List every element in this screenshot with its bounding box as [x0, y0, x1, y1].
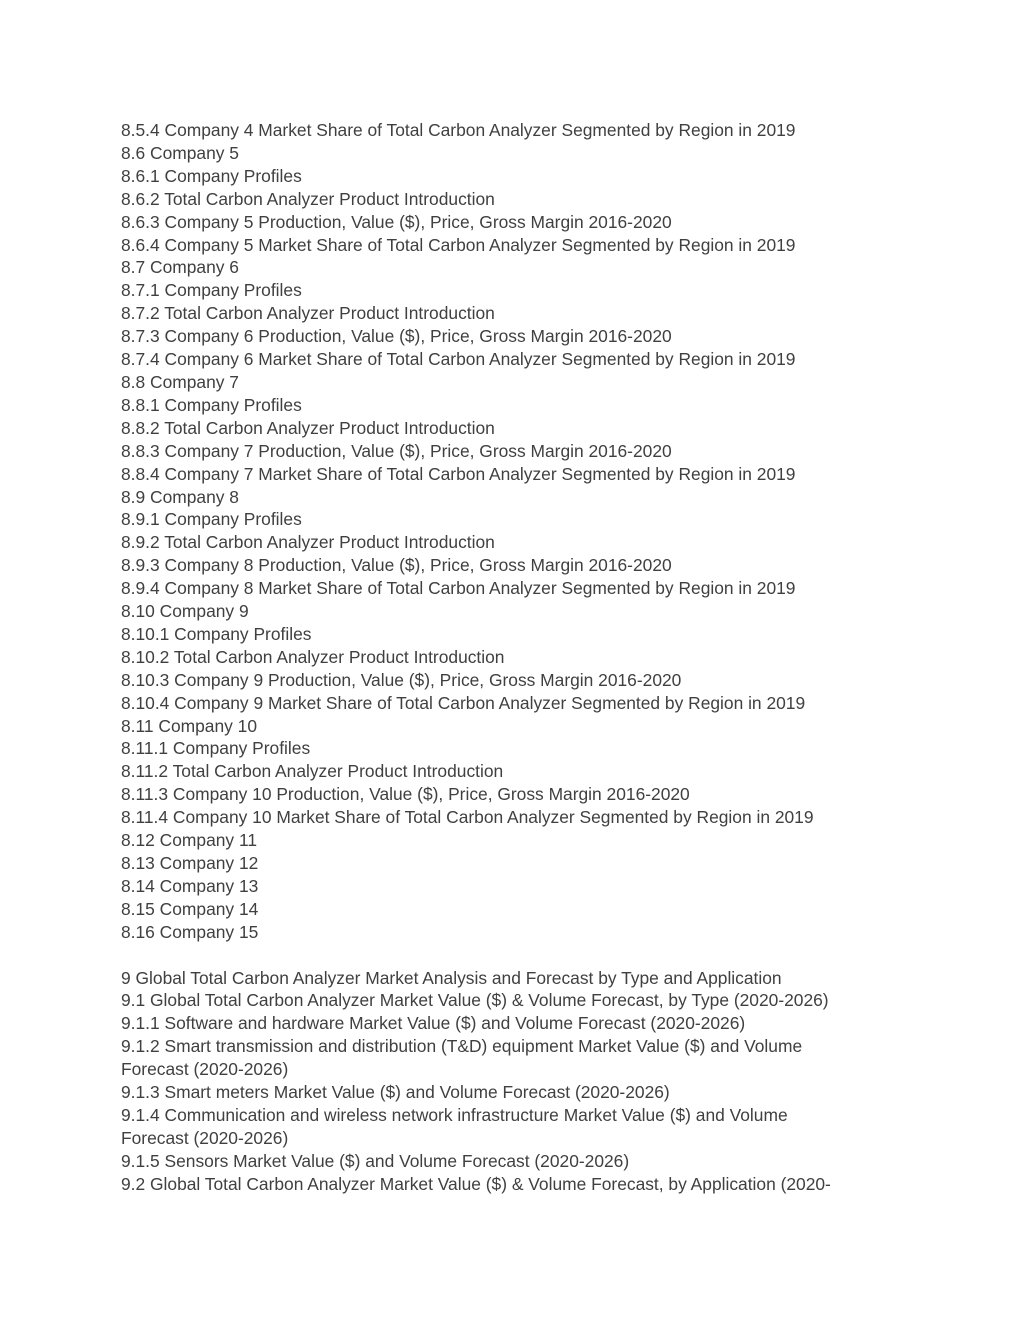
toc-line: 8.15 Company 14	[121, 898, 259, 919]
toc-line: 8.16 Company 15	[121, 921, 259, 942]
toc-line: 8.11 Company 10	[121, 715, 257, 736]
toc-line: 8.8.4 Company 7 Market Share of Total Carbon Analyzer Segmented by Region in 2019	[121, 463, 796, 484]
toc-line: 9.1.4 Communication and wireless network infrastructure Market Value ($) and Volume	[121, 1104, 788, 1125]
toc-line: 8.13 Company 12	[121, 853, 259, 873]
toc-line: 8.11.2 Total Carbon Analyzer Product Introduction	[121, 761, 504, 782]
toc-line: 8.7.1 Company Profiles	[121, 280, 302, 301]
toc-line: 8.9.2 Total Carbon Analyzer Product Introduction	[121, 532, 495, 553]
toc-line: 8.7.2 Total Carbon Analyzer Product Introduction	[121, 303, 495, 324]
toc-line: 8.8.1 Company Profiles	[121, 394, 302, 415]
toc-block-companies	[121, 119, 901, 944]
section-gap	[121, 944, 901, 967]
toc-line: 8.9.1 Company Profiles	[121, 509, 302, 530]
toc-line: 8.12 Company 11	[121, 830, 257, 851]
toc-line: 8.9.4 Company 8 Market Share of Total Carbon Analyzer Segmented by Region in 2019	[121, 578, 796, 599]
toc-line: 9.1.1 Software and hardware Market Value ($) and Volume Forecast (2020-2026)	[121, 1013, 746, 1034]
toc-line: 8.5.4 Company 4 Market Share of Total Carbon Analyzer Segmented by Region in 2019	[121, 120, 796, 140]
toc-line: 8.8.2 Total Carbon Analyzer Product Introduction	[121, 417, 495, 438]
toc-line: 8.6.2 Total Carbon Analyzer Product Introduction	[121, 188, 495, 209]
toc-line: 8.8.3 Company 7 Production, Value ($), Price, Gross Margin 2016-2020	[121, 440, 672, 461]
toc-line: 8.10.1 Company Profiles	[121, 623, 312, 644]
toc-line: 8.14 Company 13	[121, 875, 259, 896]
toc-line: 8.10.4 Company 9 Market Share of Total Carbon Analyzer Segmented by Region in 2019	[121, 692, 806, 713]
toc-line: Forecast (2020-2026)	[121, 1059, 289, 1080]
document-page	[121, 119, 901, 1196]
toc-line: 8.7 Company 6	[121, 257, 239, 278]
toc-line: 8.7.4 Company 6 Market Share of Total Carbon Analyzer Segmented by Region in 2019	[121, 349, 796, 370]
toc-line: 9 Global Total Carbon Analyzer Market Analysis and Forecast by Type and Application	[121, 967, 782, 988]
toc-line: 8.9 Company 8	[121, 486, 239, 507]
toc-line: 8.7.3 Company 6 Production, Value ($), Price, Gross Margin 2016-2020	[121, 326, 672, 347]
toc-line: 8.10 Company 9	[121, 601, 249, 622]
toc-line: 8.6.1 Company Profiles	[121, 165, 302, 186]
toc-line: 8.6.4 Company 5 Market Share of Total Carbon Analyzer Segmented by Region in 2019	[121, 234, 796, 255]
toc-line: 9.1.2 Smart transmission and distribution (T&D) equipment Market Value ($) and Volume	[121, 1036, 803, 1057]
toc-line: 8.9.3 Company 8 Production, Value ($), Price, Gross Margin 2016-2020	[121, 555, 672, 576]
toc-line: 8.10.3 Company 9 Production, Value ($), Price, Gross Margin 2016-2020	[121, 669, 682, 690]
toc-line: 9.2 Global Total Carbon Analyzer Market Value ($) & Volume Forecast, by Application (2020-	[121, 1173, 831, 1194]
toc-line: 8.6.3 Company 5 Production, Value ($), Price, Gross Margin 2016-2020	[121, 211, 672, 232]
toc-line: 8.8 Company 7	[121, 371, 239, 392]
toc-line: Forecast (2020-2026)	[121, 1127, 289, 1148]
toc-line: 9.1 Global Total Carbon Analyzer Market Value ($) & Volume Forecast, by Type (2020-2026)	[121, 990, 829, 1011]
toc-line: 8.10.2 Total Carbon Analyzer Product Introduction	[121, 646, 505, 667]
toc-line: 8.6 Company 5	[121, 142, 239, 163]
toc-line: 8.11.1 Company Profiles	[121, 738, 311, 759]
toc-line: 8.11.4 Company 10 Market Share of Total Carbon Analyzer Segmented by Region in 2019	[121, 807, 814, 828]
toc-block-forecast	[121, 967, 901, 1196]
toc-line: 9.1.5 Sensors Market Value ($) and Volume Forecast (2020-2026)	[121, 1150, 630, 1171]
toc-line: 9.1.3 Smart meters Market Value ($) and Volume Forecast (2020-2026)	[121, 1082, 670, 1103]
toc-line: 8.11.3 Company 10 Production, Value ($), Price, Gross Margin 2016-2020	[121, 784, 690, 805]
